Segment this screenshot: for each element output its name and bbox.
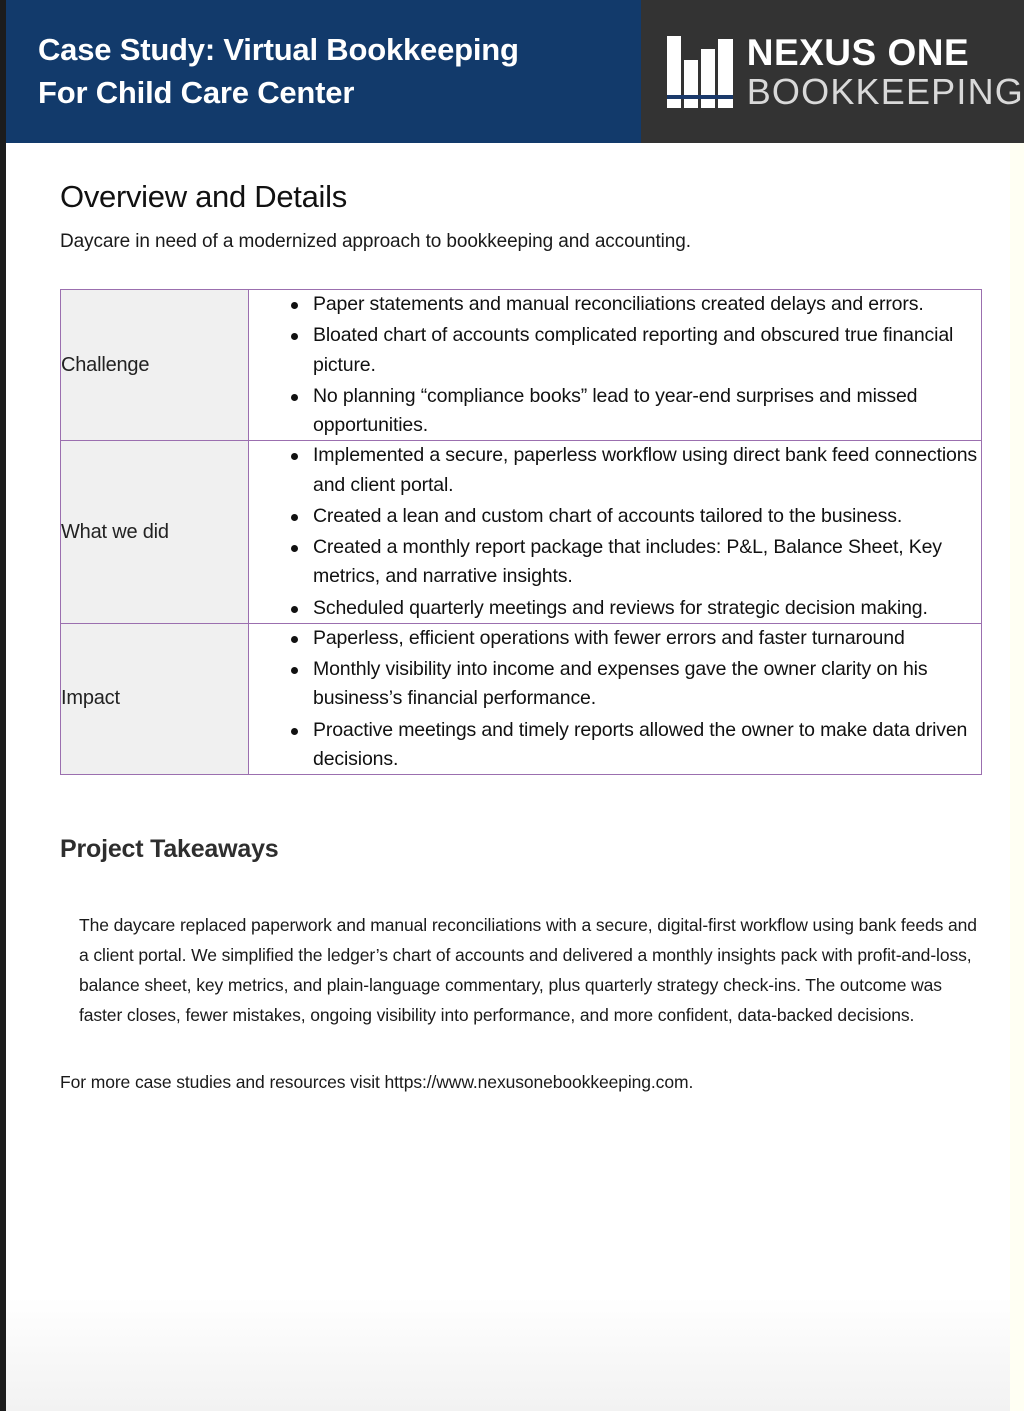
takeaways-heading: Project Takeaways	[60, 835, 279, 863]
list-item: Created a lean and custom chart of accounts tailored to the business.	[291, 502, 981, 531]
brand-name-primary: NEXUS ONE	[746, 31, 970, 73]
header-brand-block	[641, 0, 1024, 143]
bar-2	[684, 60, 698, 108]
takeaways-body: The daycare replaced paperwork and manual reconciliations with a secure, digital-first workflow using bank feeds and a client portal. We simplified the ledger’s chart of accounts and delivered a monthly insights pack with profit-and-loss, balance sheet, key metrics, and plain-language commentary, plus quarterly strategy check-ins. The outcome was faster closes, fewer mistakes, ongoing visibility into performance, and more confident, data-backed decisions.	[79, 915, 977, 1026]
row-label-what-we-did: What we did	[61, 441, 249, 624]
list-item: Created a monthly report package that includes: P&L, Balance Sheet, Key metrics, and narrative insights.	[291, 533, 981, 592]
bullet-list	[249, 290, 981, 440]
table-row	[61, 623, 982, 774]
table-row	[61, 441, 982, 624]
bullet-list	[249, 441, 981, 623]
row-label-challenge: Challenge	[61, 290, 249, 441]
overview-subtitle: Daycare in need of a modernized approach to bookkeeping and accounting.	[60, 231, 691, 252]
document-content	[6, 179, 1024, 1093]
row-label-impact: Impact	[61, 623, 249, 774]
brand-name-secondary: BOOKKEEPING	[746, 70, 1024, 112]
list-item: Paperless, efficient operations with fewer errors and faster turnaround	[291, 624, 981, 653]
row-content-what-we-did	[249, 441, 982, 624]
list-item: Scheduled quarterly meetings and reviews for strategic decision making.	[291, 594, 981, 623]
brand-wordmark	[746, 31, 1024, 112]
row-content-impact	[249, 623, 982, 774]
case-study-table	[60, 289, 982, 775]
row-content-challenge	[249, 290, 982, 441]
footer-note: For more case studies and resources visit https://www.nexusonebookkeeping.com.	[60, 1072, 694, 1093]
header-title-block	[6, 0, 641, 143]
list-item: Bloated chart of accounts complicated reporting and obscured true financial picture.	[291, 321, 981, 380]
list-item: Monthly visibility into income and expenses gave the owner clarity on his business’s financial performance.	[291, 655, 981, 714]
overview-heading: Overview and Details	[60, 179, 347, 214]
list-item: Paper statements and manual reconciliations created delays and errors.	[291, 290, 981, 319]
bar-3	[701, 49, 715, 108]
list-item: Proactive meetings and timely reports allowed the owner to make data driven decisions.	[291, 716, 981, 775]
table-row	[61, 290, 982, 441]
list-item: No planning “compliance books” lead to year-end surprises and missed opportunities.	[291, 382, 981, 441]
page-title	[38, 29, 641, 114]
page-title-line-1: Case Study: Virtual Bookkeeping	[38, 32, 519, 68]
list-item: Implemented a secure, paperless workflow using direct bank feed connections and client portal.	[291, 441, 981, 500]
case-study-table-body	[61, 290, 982, 775]
bullet-list	[249, 624, 981, 774]
nexus-one-logo	[667, 31, 1024, 112]
page-title-line-2: For Child Care Center	[38, 74, 355, 110]
bar-chart-icon	[667, 36, 733, 108]
bar-chart-icon-baseline	[667, 95, 733, 99]
document-header	[6, 0, 1024, 143]
